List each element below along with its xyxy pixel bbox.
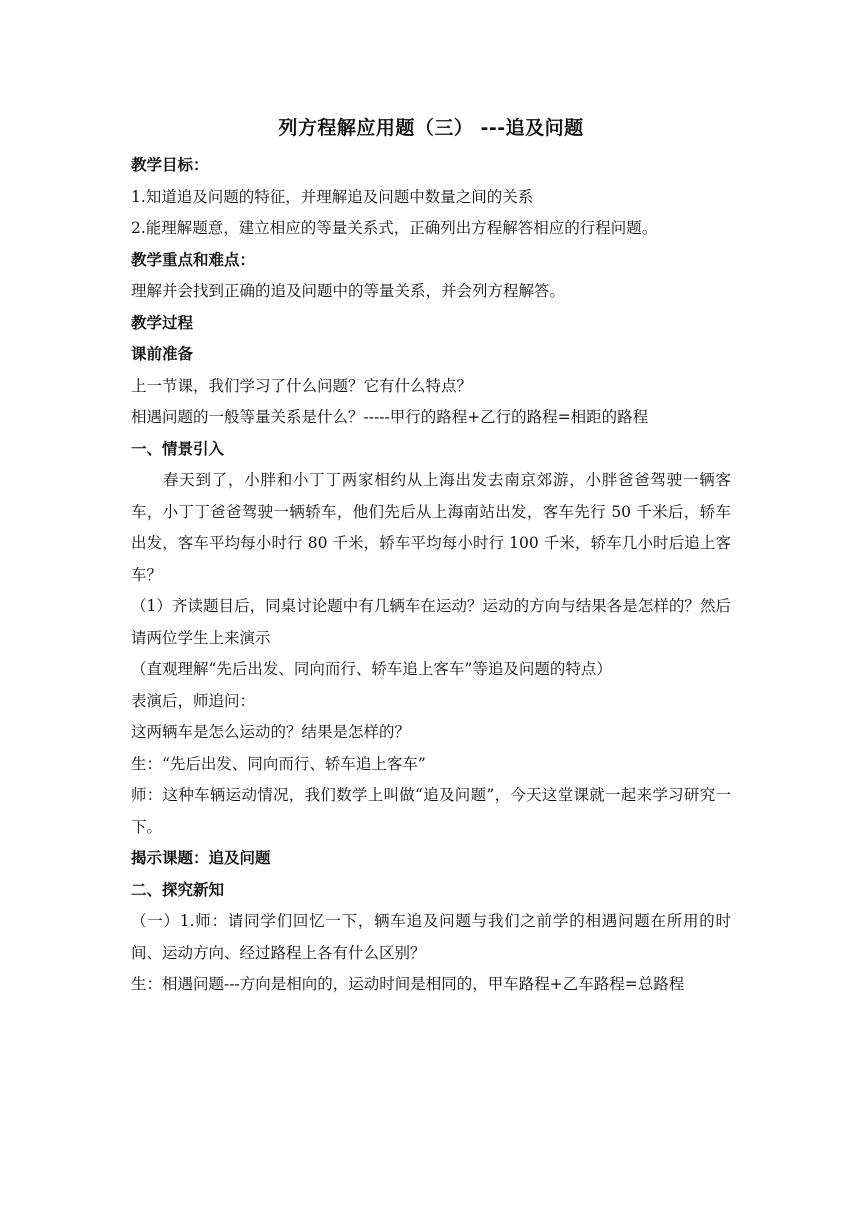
after-demo-text: 表演后，师追问： (131, 691, 256, 710)
key-points-heading: 教学重点和难点： (131, 250, 256, 269)
reveal-topic-heading: 揭示课题：追及问题 (131, 849, 271, 867)
introduction-heading: 一、情景引入 (131, 439, 225, 458)
preparation-heading: 课前准备 (131, 345, 194, 363)
introduction-note: （直观理解“先后出发、同向而行、轿车追上客车”等追及问题的特点） (131, 660, 612, 678)
explore-heading: 二、探究新知 (131, 880, 225, 899)
explore-answer: 生：相遇问题---方向是相向的，运动时间是相同的，甲车路程+乙车路程=总路程 (131, 975, 685, 993)
teacher-comment: 师：这种车辆运动情况，我们数学上叫做“追及问题”，今天这堂课就一起来学习研究一下。 (131, 786, 731, 836)
motion-question: 这两辆车是怎么运动的？结果是怎样的？ (131, 723, 411, 741)
document-body (131, 116, 731, 1001)
introduction-story: 春天到了，小胖和小丁丁两家相约从上海出发去南京郊游，小胖爸爸驾驶一辆客车，小丁丁爸爸驾驶一辆轿车，他们先后从上海南站出发，客车先行 50 千米后，轿车出发，客车平均每小时行 80 千米，轿车平均每小时行 100 千米，轿车几小时后追上客车？ (131, 471, 731, 584)
teaching-process-heading: 教学过程 (131, 313, 194, 332)
preparation-question-2: 相遇问题的一般等量关系是什么？-----甲行的路程+乙行的路程=相距的路程 (131, 408, 649, 426)
explore-question: （一）1.师：请同学们回忆一下，辆车追及问题与我们之前学的相遇问题在所用的时间、运动方向、经过路程上各有什么区别？ (131, 912, 731, 962)
preparation-question-1: 上一节课，我们学习了什么问题？它有什么特点？ (131, 376, 473, 395)
teaching-goals-heading: 教学目标： (131, 156, 209, 174)
teaching-goal-1: 1.知道追及问题的特征，并理解追及问题中数量之间的关系 (131, 187, 534, 206)
document-title: 列方程解应用题（三） ---追及问题 (278, 117, 584, 139)
student-answer: 生：“先后出发、同向而行、轿车追上客车” (131, 754, 426, 773)
introduction-task: （1）齐读题目后，同桌讨论题中有几辆车在运动？运动的方向与结果各是怎样的？然后请两位学生上来演示 (131, 597, 731, 647)
teaching-goal-2: 2.能理解题意，建立相应的等量关系式，正确列出方程解答相应的行程问题。 (131, 219, 658, 237)
key-points-text: 理解并会找到正确的追及问题中的等量关系，并会列方程解答。 (131, 282, 566, 300)
